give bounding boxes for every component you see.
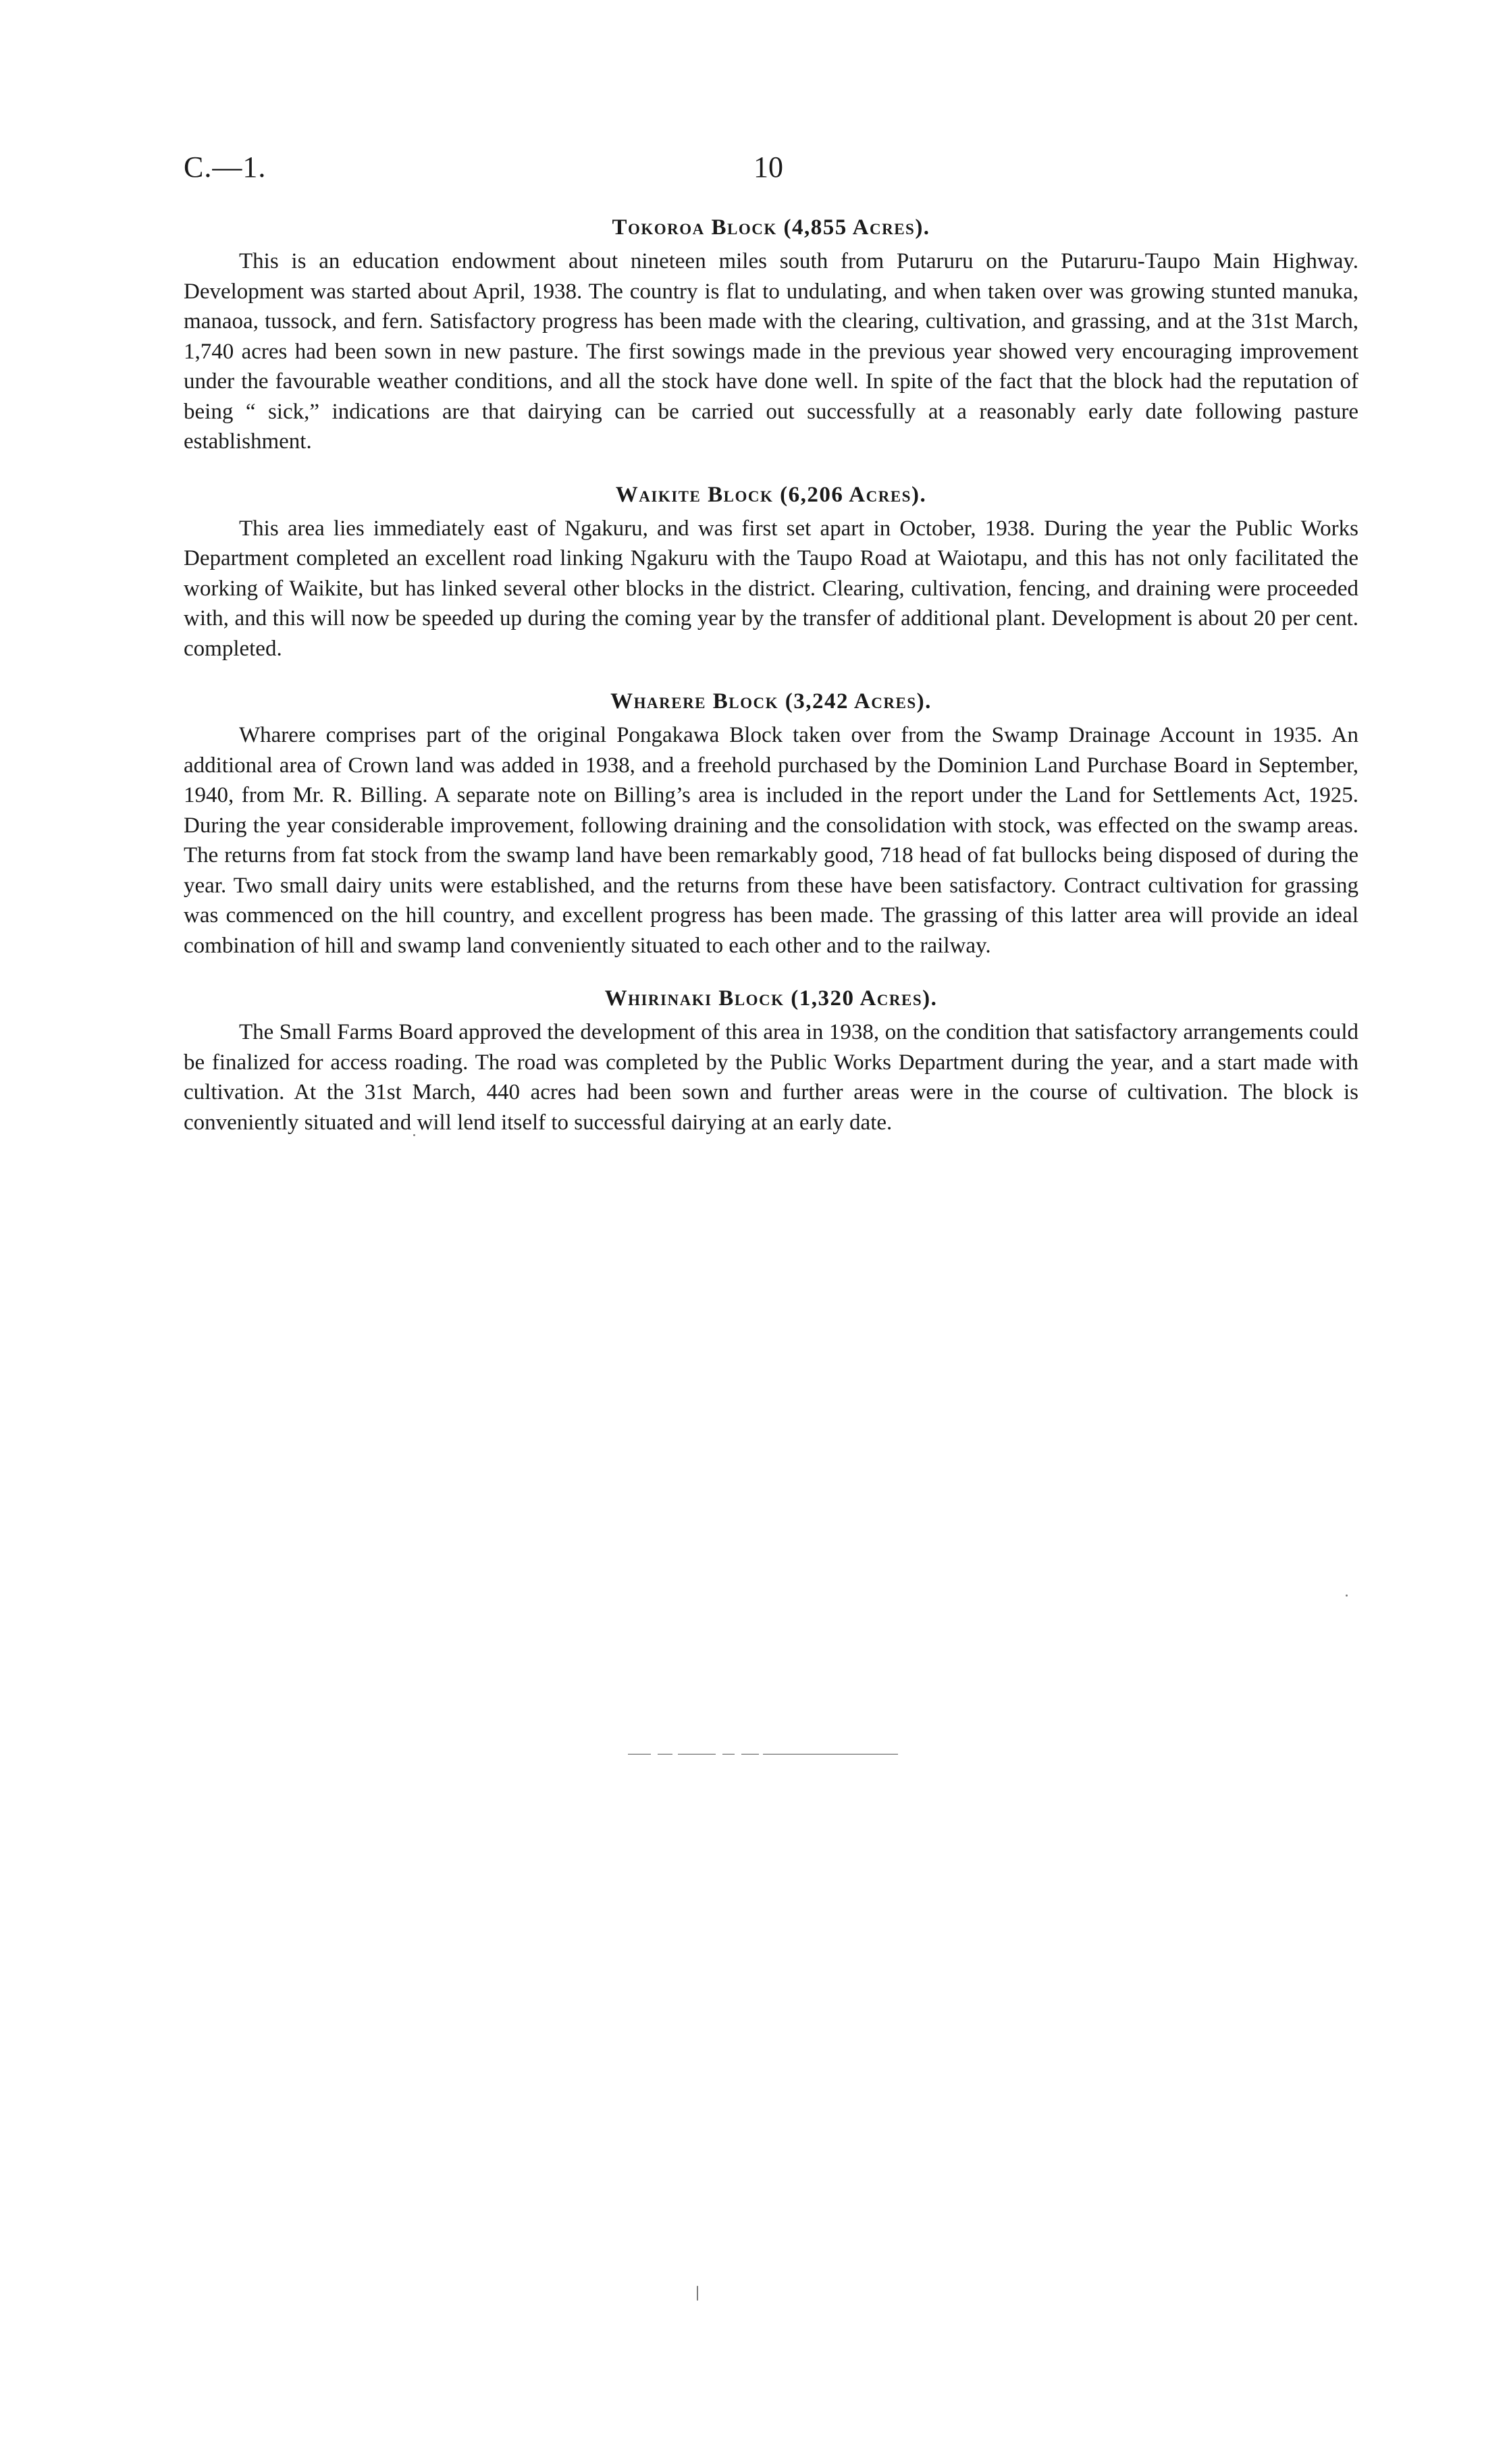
page-header (184, 150, 1358, 190)
section-paragraph: The Small Farms Board approved the development of this area in 1938, on the condition that satisfactory arrangements could be finalized for access roading. The road was completed by the Public Works Department during the year, and a start made with cultivation. At the 31st March, 440 acres had been sown and further areas were in the course of cultivation. The block is conveniently situated and will lend itself to successful dairying at an early date. (184, 1020, 1358, 1135)
section-paragraph: This area lies immediately east of Ngakuru, and was first set apart in October, 1938. During the year the Public Works Department completed an excellent road linking Ngakuru with the Taupo Road at Waiotapu, and this has not only facilitated the working of Waikite, but has linked several other blocks in the district. Clearing, cultivation, fencing, and draining were proceeded with, and this will now be speeded up during the coming year by the transfer of additional plant. Development is about 20 per cent. completed. (184, 516, 1358, 661)
section-paragraph: Wharere comprises part of the original Pongakawa Block taken over from the Swamp Drainage Account in 1935. An additional area of Crown land was added in 1938, and a freehold purchased by the Dominion Land Purchase Board in September, 1940, from Mr. R. Billing. A separate note on Billing’s area is included in the report under the Land for Settlements Act, 1925. During the year considerable improvement, following draining and the consolidation with stock, was effected on the swamp areas. The returns from fat stock from the swamp land have been remarkably good, 718 head of fat bullocks being disposed of during the year. Two small dairy units were established, and the returns from these have been satisfactory. Contract cultivation for grassing was commenced on the hill country, and excellent progress has been made. The grassing of this latter area will provide an ideal combination of hill and swamp land conveniently situated to each other and to the railway. (184, 723, 1358, 958)
series-code: C.—1. (184, 151, 267, 184)
section-heading: Tokoroa Block (4,855 Acres). (612, 215, 930, 240)
page-content (184, 213, 1358, 1160)
section-heading: Whirinaki Block (1,320 Acres). (604, 986, 938, 1011)
section-heading: Wharere Block (3,242 Acres). (610, 689, 932, 714)
scan-speck (1346, 1595, 1348, 1597)
scan-speck (413, 1134, 415, 1136)
end-of-text-rule (628, 1754, 898, 1758)
section-whirinaki-block (184, 984, 1358, 1137)
section-heading: Waikite Block (6,206 Acres). (615, 482, 927, 507)
section-waikite-block (184, 480, 1358, 664)
section-wharere-block (184, 687, 1358, 961)
scan-speck (697, 2286, 698, 2301)
section-tokoroa-block (184, 213, 1358, 457)
section-paragraph: This is an education endowment about nineteen miles south from Putaruru on the Putaruru-Taupo Main Highway. Development was started about April, 1938. The country is flat to undulating, and when taken over was growing stunted manuka, manaoa, tussock, and fern. Satisfactory progress has been made with the clearing, cultivation, and grassing, and at the 31st March, 1,740 acres had been sown in new pasture. The first sowings made in the previous year showed very encouraging improvement under the favourable weather conditions, and all the stock have done well. In spite of the fact that the block had the reputation of being “ sick,” indications are that dairying can be carried out successfully at a reasonably early date following pasture establishment. (184, 249, 1358, 454)
page-number: 10 (754, 151, 783, 184)
